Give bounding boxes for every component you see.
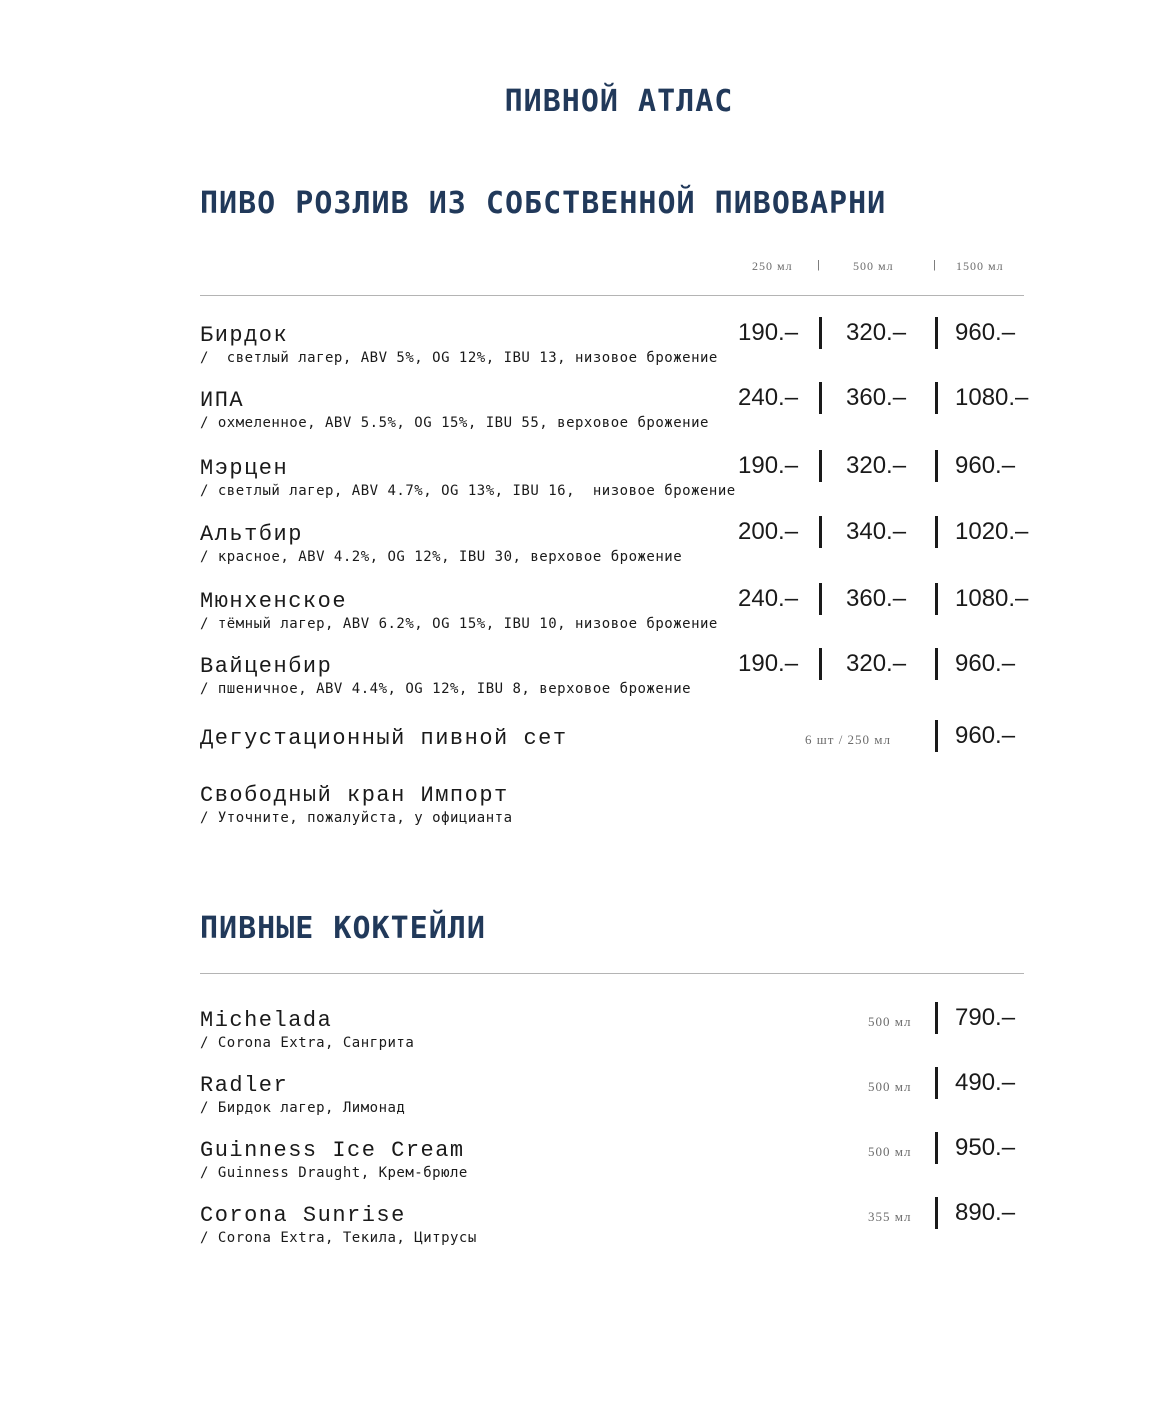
- item-description: / Уточните, пожалуйста, у официанта: [200, 810, 513, 826]
- price-separator: [935, 720, 938, 752]
- item-name: Corona Sunrise: [200, 1203, 406, 1228]
- item-description: / Бирдок лагер, Лимонад: [200, 1100, 406, 1116]
- item-name: Мюнхенское: [200, 589, 348, 614]
- menu-item-free-tap: [200, 783, 1040, 843]
- price-separator: [935, 1067, 938, 1099]
- item-volume: 500 мл: [868, 1144, 912, 1159]
- price-separator: [935, 516, 938, 548]
- price-separator: [819, 450, 822, 482]
- price-1500ml: 960.–: [955, 319, 1016, 346]
- item-description: / охмеленное, ABV 5.5%, OG 15%, IBU 55, верховое брожение: [200, 415, 709, 431]
- column-500ml: 500 мл: [853, 259, 894, 273]
- price-500ml: 340.–: [846, 518, 907, 545]
- price-separator: [935, 583, 938, 615]
- price-separator: [935, 382, 938, 414]
- price-250ml: 200.–: [738, 518, 799, 545]
- item-description: / Corona Extra, Текила, Цитрусы: [200, 1230, 477, 1246]
- price-500ml: 320.–: [846, 452, 907, 479]
- item-name: Свободный кран Импорт: [200, 783, 509, 808]
- price-250ml: 190.–: [738, 650, 799, 677]
- price-separator: [935, 1132, 938, 1164]
- cocktail-item-guinness-ice-cream: [200, 1134, 1040, 1198]
- price-250ml: 190.–: [738, 319, 799, 346]
- brand-title: ПИВНОЙ АТЛАС: [504, 84, 734, 119]
- item-description: / пшеничное, ABV 4.4%, OG 12%, IBU 8, верховое брожение: [200, 681, 692, 697]
- price-1500ml: 960.–: [955, 650, 1016, 677]
- menu-item-munich: [200, 585, 1040, 649]
- cocktail-item-corona-sunrise: [200, 1199, 1040, 1263]
- item-price: 890.–: [955, 1199, 1016, 1226]
- menu-item-weizenbier: [200, 650, 1040, 714]
- item-name: Мэрцен: [200, 456, 289, 481]
- item-description: / тёмный лагер, ABV 6.2%, OG 15%, IBU 10, низовое брожение: [200, 616, 718, 632]
- price-500ml: 320.–: [846, 650, 907, 677]
- price-250ml: 190.–: [738, 452, 799, 479]
- cocktail-item-michelada: [200, 1004, 1040, 1068]
- divider: [200, 295, 1024, 296]
- menu-item-altbier: [200, 518, 1040, 582]
- menu-item-maerzen: [200, 452, 1040, 516]
- item-volume: 500 мл: [868, 1014, 912, 1029]
- item-description: / Corona Extra, Сангрита: [200, 1035, 415, 1051]
- price-separator: [819, 317, 822, 349]
- column-separator: |: [817, 259, 820, 271]
- cocktail-item-radler: [200, 1069, 1040, 1133]
- item-name: ИПА: [200, 388, 245, 413]
- price-500ml: 360.–: [846, 585, 907, 612]
- price-500ml: 320.–: [846, 319, 907, 346]
- item-name: Бирдок: [200, 323, 289, 348]
- price-1500ml: 1020.–: [955, 518, 1029, 545]
- price-separator: [819, 382, 822, 414]
- price-separator: [935, 1197, 938, 1229]
- section-title-draft: ПИВО РОЗЛИВ ИЗ СОБСТВЕННОЙ ПИВОВАРНИ: [200, 186, 887, 221]
- divider: [200, 973, 1024, 974]
- price-separator: [819, 648, 822, 680]
- item-price: 490.–: [955, 1069, 1016, 1096]
- item-volume-note: 6 шт / 250 мл: [805, 732, 892, 747]
- item-description: / светлый лагер, ABV 5%, OG 12%, IBU 13, низовое брожение: [200, 350, 718, 366]
- item-volume: 355 мл: [868, 1209, 912, 1224]
- section-title-cocktails: ПИВНЫЕ КОКТЕЙЛИ: [200, 911, 486, 946]
- price-separator: [935, 450, 938, 482]
- price-250ml: 240.–: [738, 384, 799, 411]
- menu-item-tasting-set: [200, 722, 1040, 786]
- menu-item-birdok: [200, 319, 1040, 383]
- item-description: / светлый лагер, ABV 4.7%, OG 13%, IBU 16, низовое брожение: [200, 483, 736, 499]
- item-volume: 500 мл: [868, 1079, 912, 1094]
- menu-item-ipa: [200, 384, 1040, 448]
- item-name: Michelada: [200, 1008, 333, 1033]
- column-250ml: 250 мл: [752, 259, 793, 273]
- price-separator: [935, 1002, 938, 1034]
- price-separator: [819, 516, 822, 548]
- item-price: 960.–: [955, 722, 1016, 749]
- price-1500ml: 1080.–: [955, 384, 1029, 411]
- price-separator: [935, 648, 938, 680]
- price-250ml: 240.–: [738, 585, 799, 612]
- item-name: Альтбир: [200, 522, 303, 547]
- item-description: / красное, ABV 4.2%, OG 12%, IBU 30, верховое брожение: [200, 549, 683, 565]
- price-1500ml: 960.–: [955, 452, 1016, 479]
- item-price: 950.–: [955, 1134, 1016, 1161]
- item-name: Guinness Ice Cream: [200, 1138, 465, 1163]
- price-separator: [935, 317, 938, 349]
- column-1500ml: 1500 мл: [956, 259, 1004, 273]
- item-name: Вайценбир: [200, 654, 333, 679]
- price-separator: [819, 583, 822, 615]
- column-separator: |: [933, 259, 936, 271]
- item-price: 790.–: [955, 1004, 1016, 1031]
- item-name: Radler: [200, 1073, 289, 1098]
- item-name: Дегустационный пивной сет: [200, 726, 568, 751]
- price-1500ml: 1080.–: [955, 585, 1029, 612]
- item-description: / Guinness Draught, Крем-брюле: [200, 1165, 468, 1181]
- price-500ml: 360.–: [846, 384, 907, 411]
